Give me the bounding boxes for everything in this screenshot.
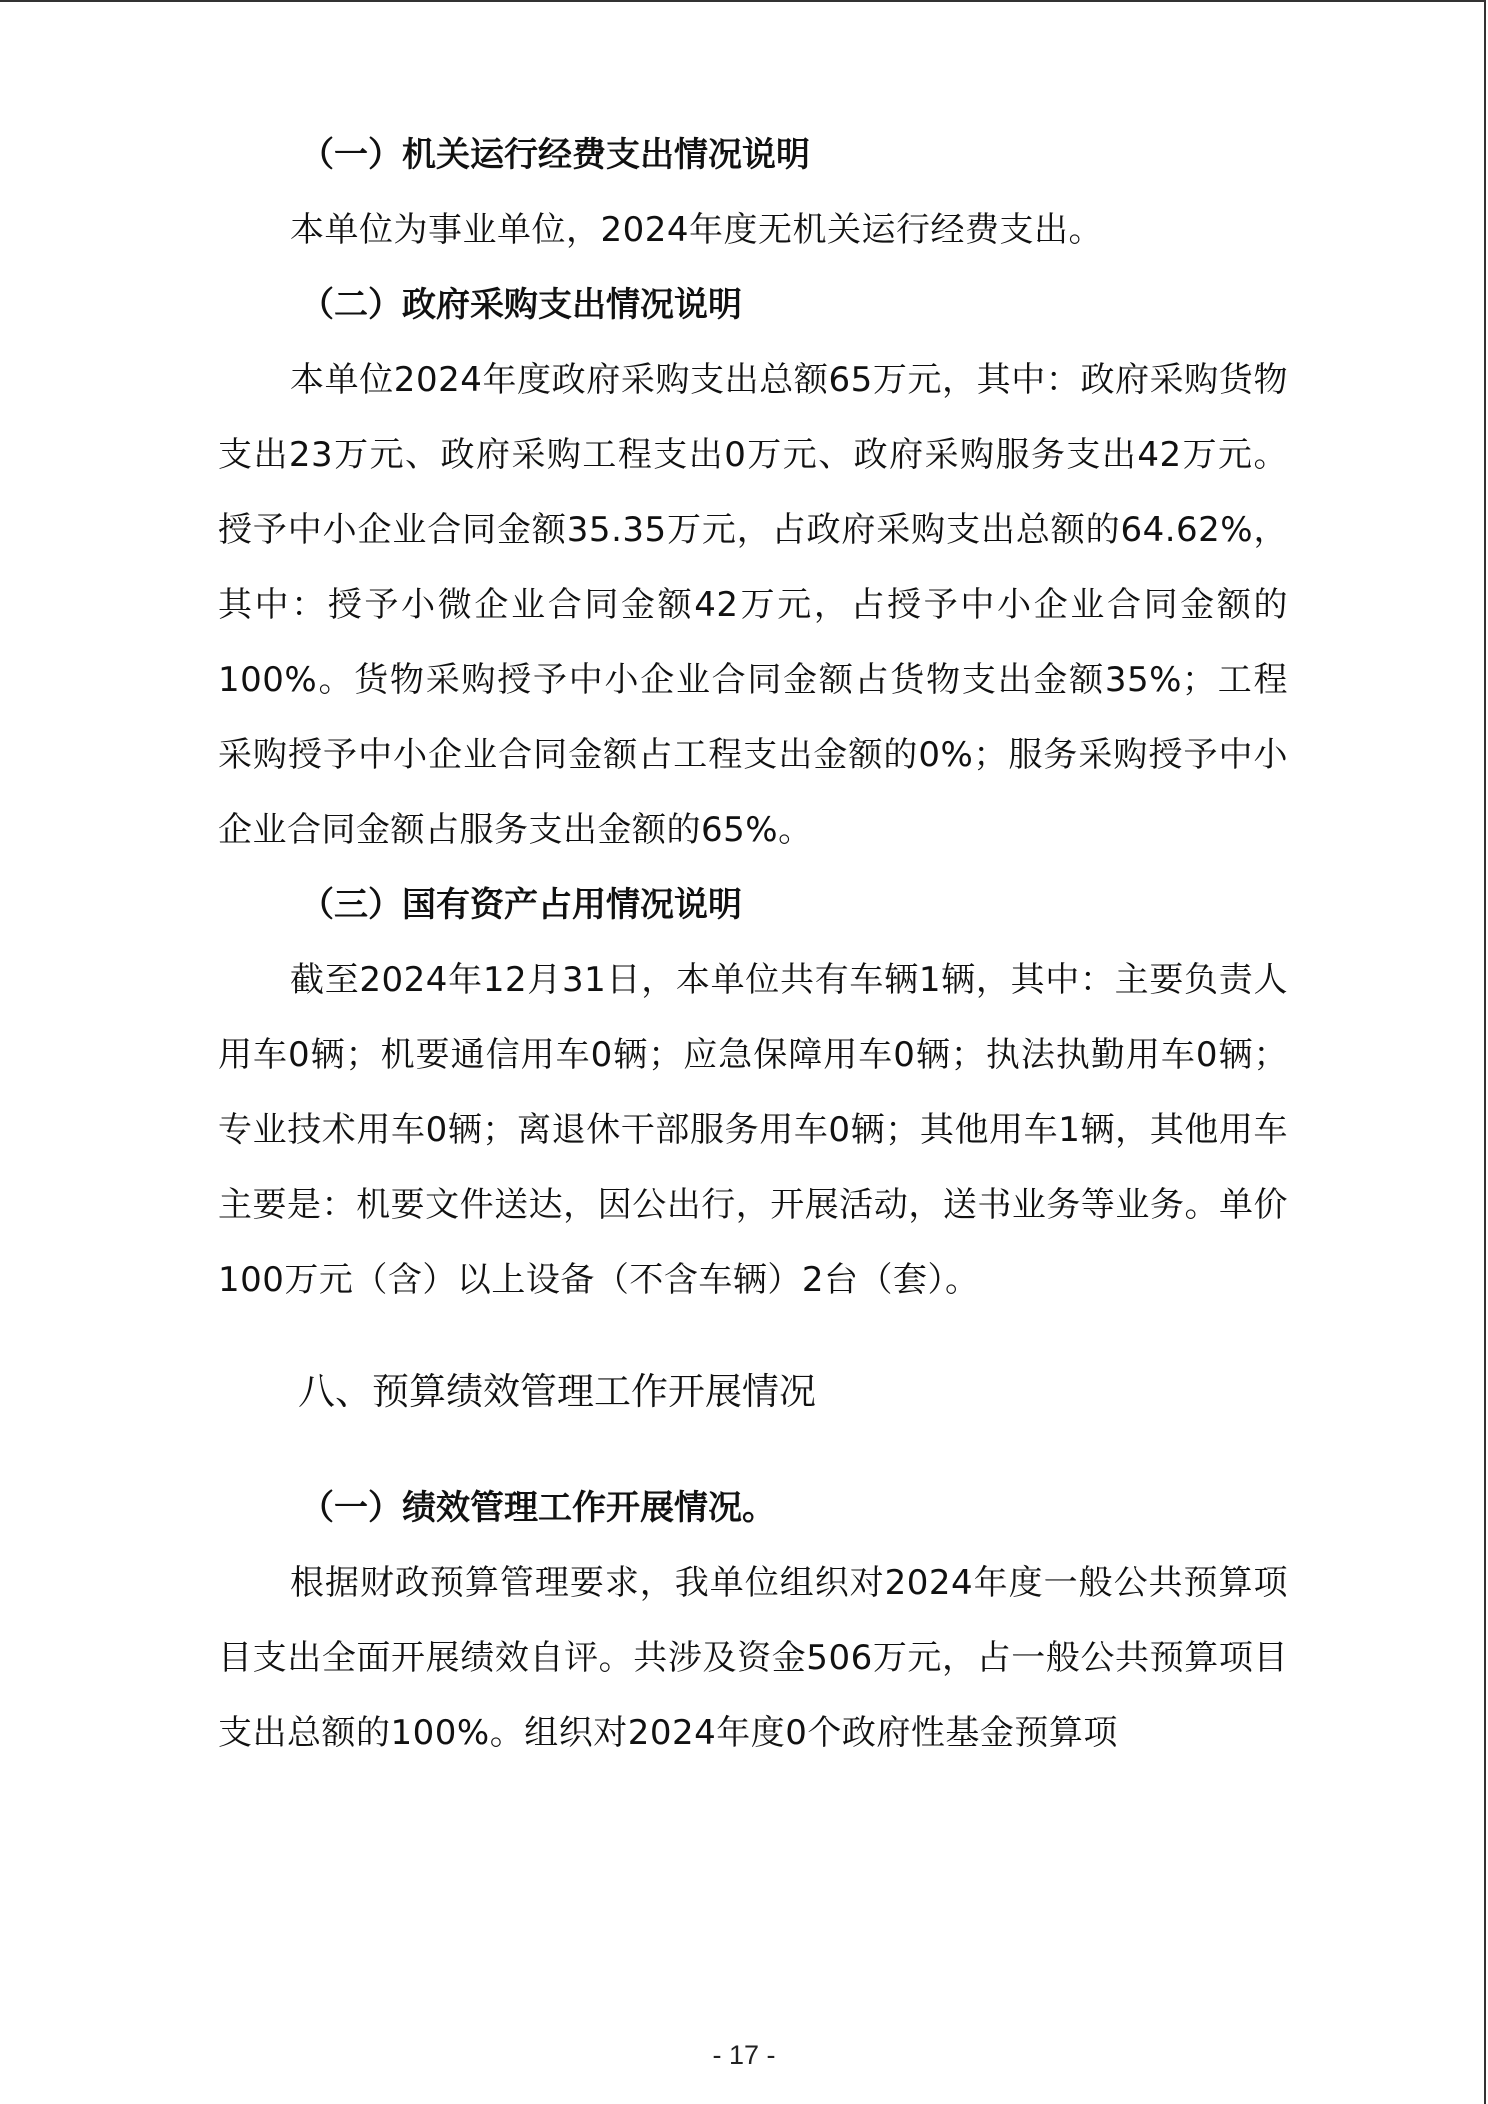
heading-government-procurement: （二）政府采购支出情况说明 — [300, 285, 742, 325]
page-number: - 17 - — [712, 2040, 776, 2070]
paragraph-admin-operating-expenses: 本单位为事业单位，2024年度无机关运行经费支出。 — [290, 210, 1104, 250]
heading-admin-operating-expenses: （一）机关运行经费支出情况说明 — [300, 135, 810, 175]
document-body — [218, 118, 1288, 1771]
heading-performance-work: （一）绩效管理工作开展情况。 — [300, 1488, 776, 1528]
section-title-performance-management: 八、预算绩效管理工作开展情况 — [298, 1370, 816, 1413]
heading-state-assets: （三）国有资产占用情况说明 — [300, 885, 742, 925]
paragraph-performance-work: 根据财政预算管理要求，我单位组织对2024年度一般公共预算项目支出全面开展绩效自评。共涉及资金506万元，占一般公共预算项目支出总额的100%。组织对2024年度0个政府性基金预算项 — [218, 1563, 1288, 1753]
paragraph-government-procurement: 本单位2024年度政府采购支出总额65万元，其中：政府采购货物支出23万元、政府采购工程支出0万元、政府采购服务支出42万元。授予中小企业合同金额35.35万元，占政府采购支出总额的64.62%，其中：授予小微企业合同金额42万元，占授予中小企业合同金额的100%。货物采购授予中小企业合同金额占货物支出金额35%；工程采购授予中小企业合同金额占工程支出金额的0%；服务采购授予中小企业合同金额占服务支出金额的65%。 — [218, 360, 1288, 850]
paragraph-state-assets: 截至2024年12月31日，本单位共有车辆1辆，其中：主要负责人用车0辆；机要通信用车0辆；应急保障用车0辆；执法执勤用车0辆；专业技术用车0辆；离退休干部服务用车0辆；其他用车1辆，其他用车主要是：机要文件送达，因公出行，开展活动，送书业务等业务。单价100万元（含）以上设备（不含车辆）2台（套）。 — [218, 960, 1288, 1300]
